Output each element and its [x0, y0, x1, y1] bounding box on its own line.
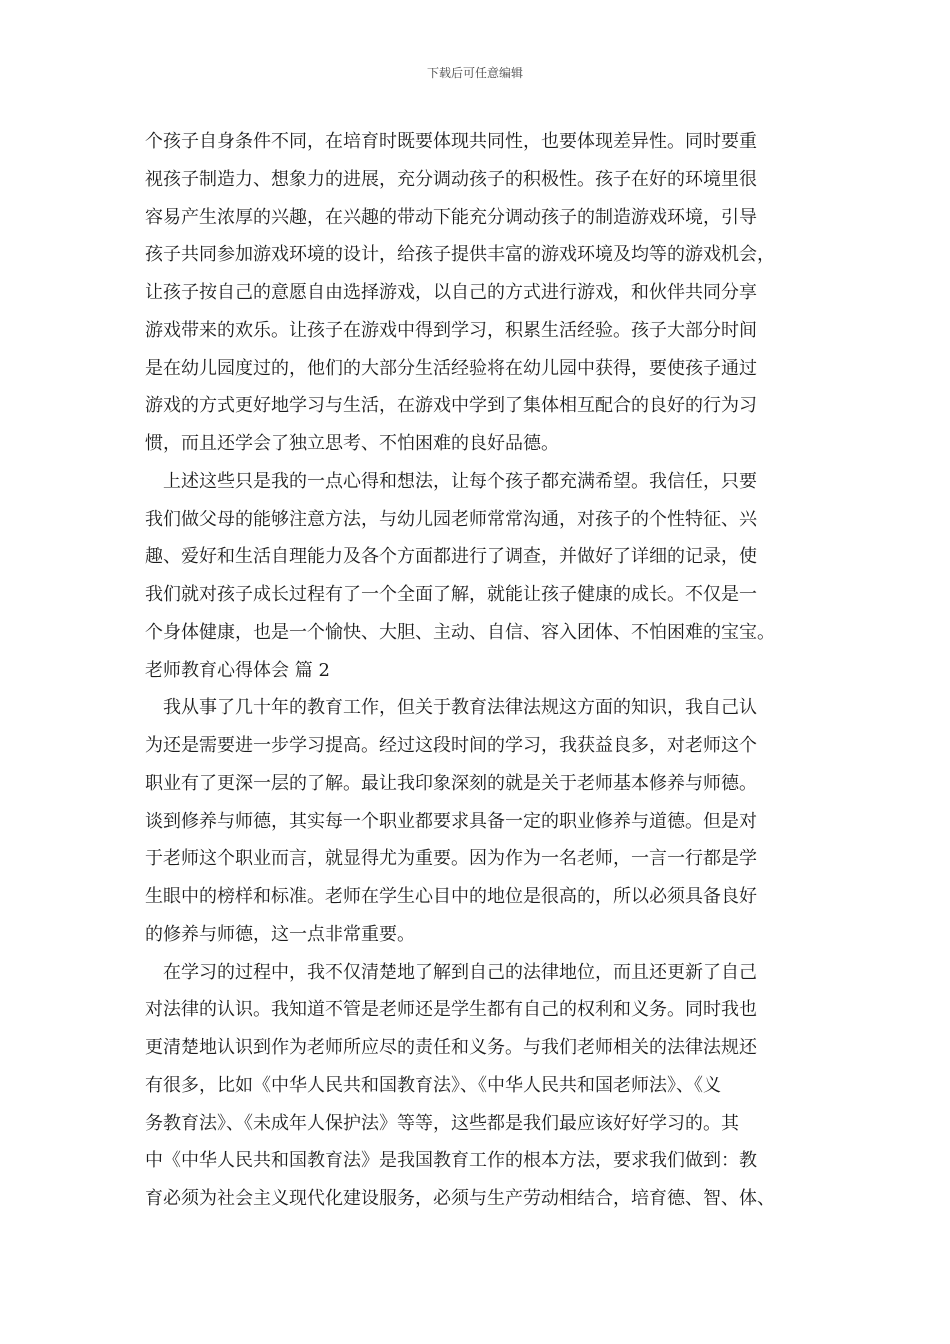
text-line: 让孩子按自己的意愿自由选择游戏，以自己的方式进行游戏，和伙伴共同分享 [145, 282, 757, 303]
text-line: 上述这些只是我的一点心得和想法，让每个孩子都充满希望。我信任，只要 [145, 470, 757, 492]
document-body [145, 123, 825, 1218]
text-line: 于老师这个职业而言，就显得尤为重要。因为作为一名老师，一言一行都是学 [145, 848, 757, 870]
text-line: 个孩子自身条件不同，在培育时既要体现共同性，也要体现差异性。同时要重 [145, 131, 757, 152]
text-line: 容易产生浓厚的兴趣，在兴趣的带动下能充分调动孩子的制造游戏环境，引导 [145, 206, 757, 228]
text-line: 谈到修养与师德，其实每一个职业都要求具备一定的职业修养与道德。但是对 [145, 810, 757, 832]
text-line: 的修养与师德，这一点非常重要。 [145, 923, 415, 945]
text-line: 有很多，比如《中华人民共和国教育法》、《中华人民共和国老师法》、《义 [145, 1074, 721, 1096]
text-line: 惯，而且还学会了独立思考、不怕困难的良好品德。 [145, 433, 559, 454]
text-line: 更清楚地认识到作为老师所应尽的责任和义务。与我们老师相关的法律法规还 [145, 1037, 757, 1058]
text-line: 视孩子制造力、想象力的进展，充分调动孩子的积极性。孩子在好的环境里很 [145, 168, 757, 190]
text-line: 生眼中的榜样和标准。老师在学生心目中的地位是很高的，所以必须具备良好 [145, 886, 757, 907]
text-line: 我们做父母的能够注意方法，与幼儿园老师常常沟通，对孩子的个性特征、兴 [145, 508, 757, 530]
text-line: 务教育法》、《未成年人保护法》等等，这些都是我们最应该好好学习的。其 [145, 1112, 739, 1134]
page-header: 下载后可任意编辑 [426, 66, 523, 80]
text-line: 中《中华人民共和国教育法》是我国教育工作的根本方法，要求我们做到：教 [145, 1150, 757, 1172]
text-line: 个身体健康，也是一个愉快、大胆、主动、自信、容入团体、不怕困难的宝宝。 [145, 621, 775, 643]
text-line: 我们就对孩子成长过程有了一个全面了解，就能让孩子健康的成长。不仅是一 [145, 584, 757, 605]
text-line: 老师教育心得体会 篇 2 [145, 659, 330, 681]
text-line: 我从事了几十年的教育工作，但关于教育法律法规这方面的知识，我自己认 [145, 697, 757, 719]
text-line: 育必须为社会主义现代化建设服务，必须与生产劳动相结合，培育德、智、体、 [145, 1188, 775, 1209]
text-line: 趣、爱好和生活自理能力及各个方面都进行了调查，并做好了详细的记录，使 [145, 546, 757, 568]
text-line: 孩子共同参加游戏环境的设计，给孩子提供丰富的游戏环境及均等的游戏机会， [145, 244, 775, 266]
text-line: 游戏带来的欢乐。让孩子在游戏中得到学习，积累生活经验。孩子大部分时间 [145, 319, 757, 341]
text-line: 对法律的认识。我知道不管是老师还是学生都有自己的权利和义务。同时我也 [145, 999, 757, 1021]
text-line: 是在幼儿园度过的，他们的大部分生活经验将在幼儿园中获得，要使孩子通过 [145, 357, 757, 379]
text-line: 在学习的过程中，我不仅清楚地了解到自己的法律地位，而且还更新了自己 [145, 961, 757, 983]
text-line: 为还是需要进一步学习提高。经过这段时间的学习，我获益良多，对老师这个 [145, 735, 757, 756]
text-line: 职业有了更深一层的了解。最让我印象深刻的就是关于老师基本修养与师德。 [145, 772, 757, 794]
text-line: 游戏的方式更好地学习与生活，在游戏中学到了集体相互配合的良好的行为习 [145, 395, 757, 417]
